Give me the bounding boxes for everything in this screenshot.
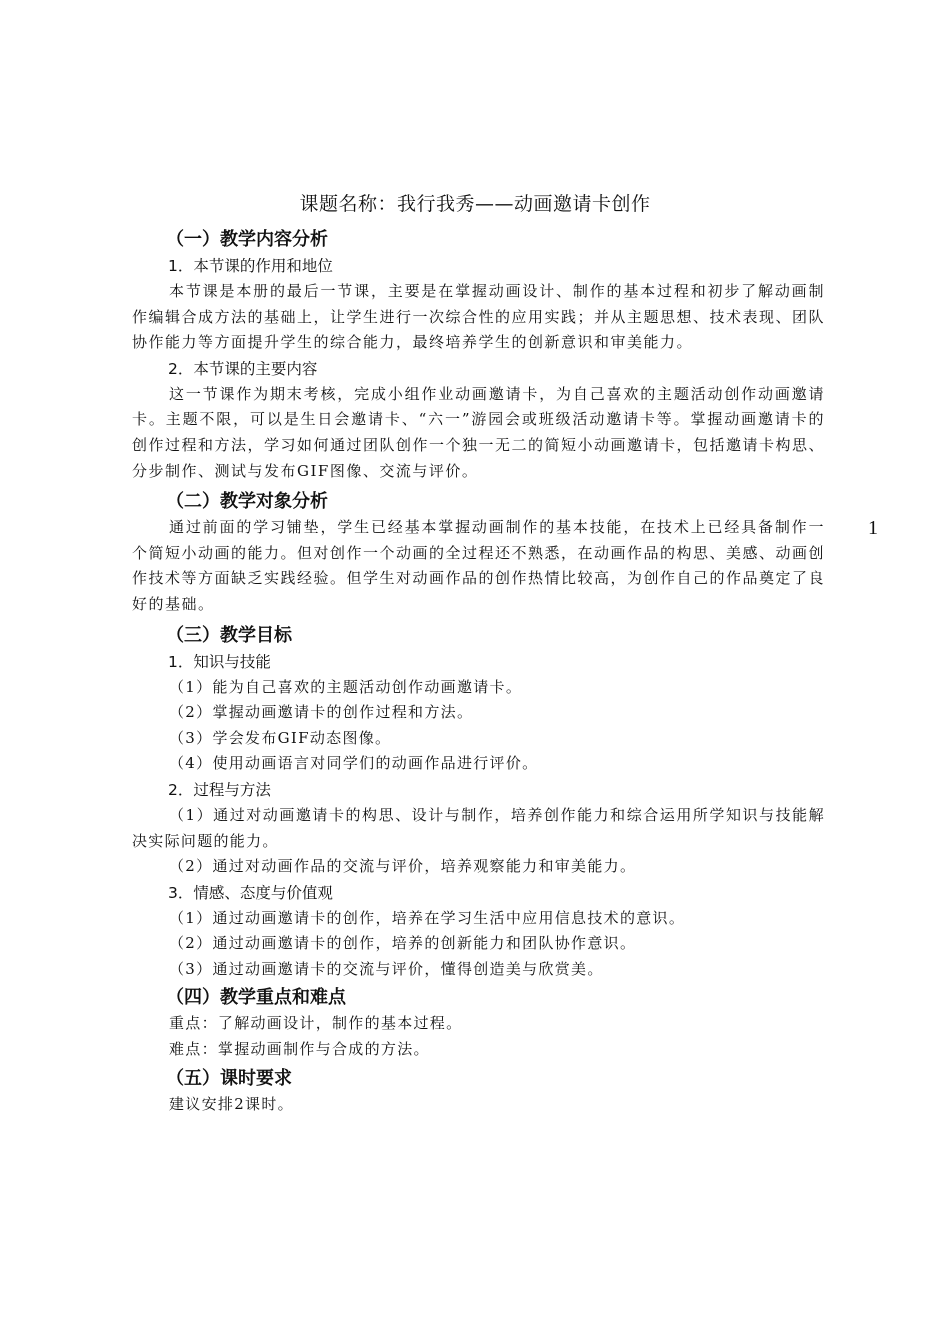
list-item: （4）使用动画语言对同学们的动画作品进行评价。 xyxy=(169,754,539,773)
section-teaching-goals xyxy=(132,622,825,983)
section-heading: （一）教学内容分析 xyxy=(166,229,328,250)
subheading: 1．本节课的作用和地位 xyxy=(168,257,333,275)
list-item: （2）通过动画邀请卡的创作，培养的创新能力和团队协作意识。 xyxy=(169,934,637,953)
paragraph: 这一节课作为期末考核，完成小组作业动画邀请卡，为自己喜欢的主题活动创作动画邀请卡。主题不限，可以是生日会邀请卡、“六一”游园会或班级活动邀请卡等。掌握动画邀请卡的创作过程和方法，学习如何通过团队创作一个独一无二的简短小动画邀请卡，包括邀请卡构思、分步制作、测试与发布GIF图像、交流与评价。 xyxy=(132,384,826,480)
list-item: （3）通过动画邀请卡的交流与评价，懂得创造美与欣赏美。 xyxy=(169,959,604,978)
subheading: 3．情感、态度与价值观 xyxy=(168,883,333,902)
section-class-hours xyxy=(132,1065,825,1118)
subheading: 1．知识与技能 xyxy=(168,652,271,671)
list-item: （1）能为自己喜欢的主题活动创作动画邀请卡。 xyxy=(169,677,523,696)
section-heading: （四）教学重点和难点 xyxy=(166,987,346,1009)
paragraph: 通过前面的学习铺垫，学生已经基本掌握动画制作的基本技能，在技术上已经具备制作一个简短小动画的能力。但对创作一个动画的全过程还不熟悉，在动画作品的构思、美感、动画创作技术等方面缺乏实践经验。但学生对动画作品的创作热情比较高，为创作自己的作品奠定了良好的基础。 xyxy=(132,518,826,613)
section-key-points xyxy=(132,984,825,1062)
section-heading: （五）课时要求 xyxy=(166,1067,292,1089)
section-content-analysis xyxy=(132,226,825,484)
key-point: 重点：了解动画设计，制作的基本过程。 xyxy=(169,1014,463,1033)
page-number: 1 xyxy=(868,517,878,539)
list-item: （2）通过对动画作品的交流与评价，培养观察能力和审美能力。 xyxy=(169,857,637,876)
document-body xyxy=(132,226,825,1117)
list-item: （1）通过对动画邀请卡的构思、设计与制作，培养创作能力和综合运用所学知识与技能解决实际问题的能力。 xyxy=(132,805,825,850)
lesson-title: 课题名称：我行我秀——动画邀请卡创作 xyxy=(299,193,651,215)
paragraph: 建议安排2课时。 xyxy=(169,1094,294,1113)
subheading: 2．本节课的主要内容 xyxy=(168,359,318,378)
list-item: （2）掌握动画邀请卡的创作过程和方法。 xyxy=(169,703,474,722)
difficulty-point: 难点：掌握动画制作与合成的方法。 xyxy=(169,1040,430,1059)
subheading: 2．过程与方法 xyxy=(168,780,271,799)
section-heading: （二）教学对象分析 xyxy=(166,491,328,513)
section-heading: （三）教学目标 xyxy=(166,624,292,646)
section-student-analysis xyxy=(132,488,825,617)
list-item: （1）通过动画邀请卡的创作，培养在学习生活中应用信息技术的意识。 xyxy=(169,908,686,927)
list-item: （3）学会发布GIF动态图像。 xyxy=(169,728,392,747)
paragraph: 本节课是本册的最后一节课，主要是在掌握动画设计、制作的基本过程和初步了解动画制作编辑合成方法的基础上，让学生进行一次综合性的应用实践；并从主题思想、技术表现、团队协作能力等方面提升学生的综合能力，最终培养学生的创新意识和审美能力。 xyxy=(132,282,826,352)
